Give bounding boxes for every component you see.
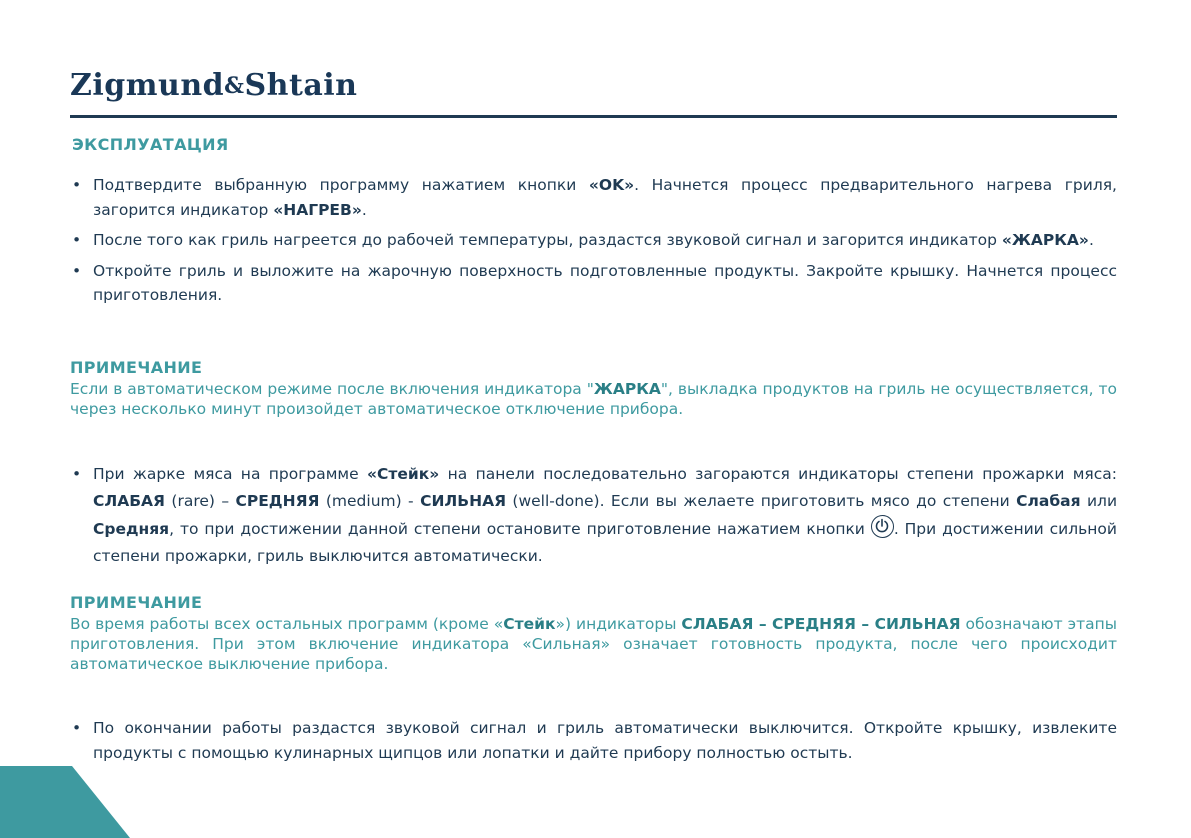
note-title: ПРИМЕЧАНИЕ — [70, 358, 203, 377]
note-2 — [70, 592, 1117, 674]
logo-amp: & — [224, 73, 245, 99]
logo-main: Zigmund — [70, 68, 225, 103]
steak-instructions — [70, 461, 1117, 576]
finish-instructions — [70, 716, 1117, 771]
header-rule — [70, 115, 1117, 118]
note-1 — [70, 357, 1117, 419]
list-item: • Откройте гриль и выложите на жарочную поверхность подготовленные продукты. Закройте крышку. Начнется процесс приготовления. — [70, 259, 1117, 308]
list-item: • По окончании работы раздастся звуковой сигнал и гриль автоматически выключится. Откройте крышку, извлеките продукты с помощью кулинарных щипцов или лопатки и дайте прибору полностью остыть. — [70, 716, 1117, 765]
corner-decoration — [0, 766, 130, 838]
list-item: • После того как гриль нагреется до рабочей температуры, раздастся звуковой сигнал и загорится индикатор «ЖАРКА». — [70, 228, 1117, 253]
note-text: Во время работы всех остальных программ (кроме «Стейк») индикаторы СЛАБАЯ – СРЕДНЯЯ – СИЛЬНАЯ обозначают этапы приготовления. При этом включение индикатора «Сильная» означает готовность продукта, после чего происходит автоматическое выключение прибора. — [70, 615, 1117, 673]
brand-logo — [70, 68, 357, 103]
list-item: • При жарке мяса на программе «Стейк» на панели последовательно загораются индикаторы степени прожарки мяса: СЛАБАЯ (rare) – СРЕДНЯЯ (medium) - СИЛЬНАЯ (well-done). Если вы желаете приготовить мясо до степени Слабая или Средняя, то при достижении данной степени остановите приготовление нажатием кнопки . При достижении сильной степени прожарки, гриль выключится автоматически. — [70, 461, 1117, 570]
note-text: Если в автоматическом режиме после включения индикатора "ЖАРКА", выкладка продуктов на гриль не осуществляется, то через несколько минут произойдет автоматическое отключение прибора. — [70, 380, 1117, 418]
section-title: ЭКСПЛУАТАЦИЯ — [72, 135, 229, 154]
logo-second: Shtain — [244, 68, 358, 103]
operation-steps — [70, 173, 1117, 314]
power-icon — [871, 515, 894, 538]
list-item: • Подтвердите выбранную программу нажатием кнопки «OK». Начнется процесс предварительного нагрева гриля, загорится индикатор «НАГРЕВ». — [70, 173, 1117, 222]
note-title: ПРИМЕЧАНИЕ — [70, 593, 203, 612]
